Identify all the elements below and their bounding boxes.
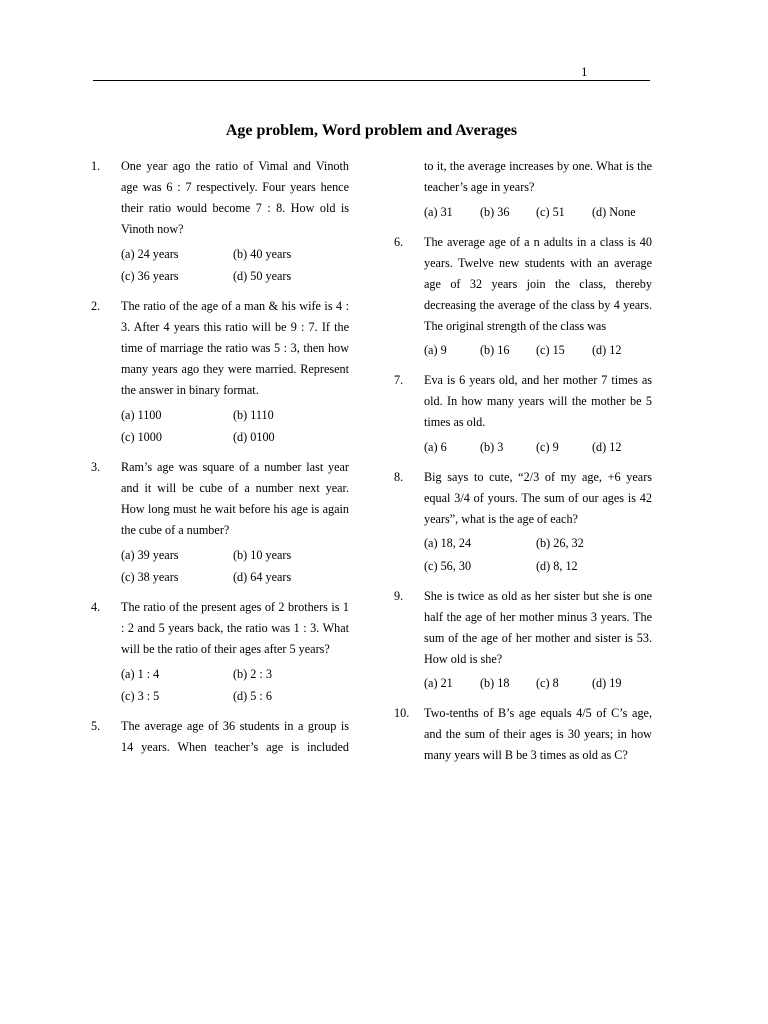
question-number: 4.	[91, 600, 101, 614]
answer-options	[121, 663, 349, 708]
option-b: (b) 1110	[233, 407, 274, 422]
question-1	[91, 156, 349, 288]
option-a: (a) 24 years	[121, 246, 179, 261]
option-b: (b) 36	[480, 204, 510, 219]
right-column	[394, 156, 652, 766]
question-6	[394, 232, 652, 363]
question-number: 1.	[91, 159, 101, 173]
option-b: (b) 3	[480, 439, 504, 454]
question-text: The ratio of the age of a man & his wife is 4 : 3. After 4 years this ratio will be 9 : 7. If the time of marriage the ratio was 5 : 3, then how many years ago they were married. Represent the answer in binary format.	[121, 299, 349, 397]
answer-options	[121, 404, 349, 449]
question-text: Ram’s age was square of a number last year and it will be cube of a number next year. How long must he wait before his age is again the cube of a number?	[121, 460, 349, 537]
question-7	[394, 370, 652, 459]
option-d: (d) 12	[592, 343, 622, 358]
option-a: (a) 39 years	[121, 547, 179, 562]
option-a: (a) 31	[424, 204, 453, 219]
option-a: (a) 1100	[121, 407, 162, 422]
option-d: (d) 0100	[233, 430, 275, 445]
question-text: The ratio of the present ages of 2 brothers is 1 : 2 and 5 years back, the ratio was 1 : 3. What will be the ratio of their ages after 5 years?	[121, 600, 349, 656]
option-a: (a) 1 : 4	[121, 666, 160, 681]
answer-options	[121, 544, 349, 589]
option-d: (d) 19	[592, 676, 622, 691]
option-d: (d) 8, 12	[536, 558, 578, 573]
question-3	[91, 457, 349, 589]
question-number: 10.	[394, 706, 410, 720]
question-number: 8.	[394, 469, 404, 484]
option-b: (b) 18	[480, 676, 510, 691]
question-8	[394, 467, 652, 578]
option-c: (c) 3 : 5	[121, 689, 160, 704]
question-text: Big says to cute, “2/3 of my age, +6 years equal 3/4 of yours. The sum of our ages is 42 years”, what is the age of each?	[424, 469, 652, 526]
option-b: (b) 26, 32	[536, 536, 584, 551]
option-c: (c) 9	[536, 439, 559, 454]
question-number: 6.	[394, 234, 404, 249]
option-c: (c) 8	[536, 676, 559, 691]
answer-options	[424, 533, 652, 578]
option-a: (a) 18, 24	[424, 536, 472, 551]
answer-options	[424, 201, 652, 224]
question-number: 5.	[91, 719, 101, 733]
option-c: (c) 15	[536, 343, 565, 358]
option-a: (a) 9	[424, 343, 447, 358]
answer-options	[424, 673, 652, 696]
option-d: (d) 64 years	[233, 570, 292, 585]
option-c: (c) 56, 30	[424, 558, 472, 573]
page-number: 1	[581, 64, 588, 79]
option-d: (d) None	[592, 204, 636, 219]
option-b: (b) 16	[480, 343, 510, 358]
option-d: (d) 5 : 6	[233, 689, 272, 704]
option-b: (b) 2 : 3	[233, 666, 272, 681]
option-c: (c) 1000	[121, 430, 162, 445]
option-d: (d) 50 years	[233, 269, 292, 284]
answer-options	[424, 436, 652, 459]
question-number: 9.	[394, 588, 404, 603]
option-b: (b) 40 years	[233, 246, 292, 261]
answer-options	[121, 243, 349, 288]
question-text: She is twice as old as her sister but she is one half the age of her mother minus 3 years. The sum of the age of her mother and sister is 53. How old is she?	[424, 588, 652, 666]
header-rule	[93, 80, 650, 81]
left-column	[91, 156, 349, 758]
question-number: 2.	[91, 299, 101, 313]
option-a: (a) 6	[424, 439, 447, 454]
question-text: Eva is 6 years old, and her mother 7 times as old. In how many years will the mother be 5 times as old.	[424, 373, 652, 429]
answer-options	[424, 340, 652, 363]
question-5	[91, 716, 349, 758]
question-text-part2: to it, the average increases by one. What is the teacher’s age in years?	[424, 159, 652, 194]
option-b: (b) 10 years	[233, 547, 292, 562]
option-a: (a) 21	[424, 676, 453, 691]
question-5-continued	[394, 156, 652, 224]
question-2	[91, 296, 349, 449]
page-title: Age problem, Word problem and Averages	[225, 122, 518, 139]
question-text: One year ago the ratio of Vimal and Vinoth age was 6 : 7 respectively. Four years hence their ratio would become 7 : 8. How old is Vinoth now?	[121, 159, 349, 236]
question-text-part1: The average age of 36 students in a group is 14 years. When teacher’s age is included	[121, 719, 349, 754]
question-9	[394, 586, 652, 696]
option-c: (c) 36 years	[121, 269, 179, 284]
question-number: 7.	[394, 373, 404, 387]
option-c: (c) 51	[536, 204, 565, 219]
option-d: (d) 12	[592, 439, 622, 454]
option-c: (c) 38 years	[121, 570, 179, 585]
question-10	[394, 703, 652, 766]
question-4	[91, 597, 349, 708]
question-number: 3.	[91, 460, 101, 474]
question-text: The average age of a n adults in a class is 40 years. Twelve new students with an average age of 32 years join the class, thereby decreasing the average of the class by 4 years. The original strength of the class was	[424, 234, 652, 333]
question-text: Two-tenths of B’s age equals 4/5 of C’s age, and the sum of their ages is 30 years; in how many years will B be 3 times as old as C?	[424, 706, 652, 762]
